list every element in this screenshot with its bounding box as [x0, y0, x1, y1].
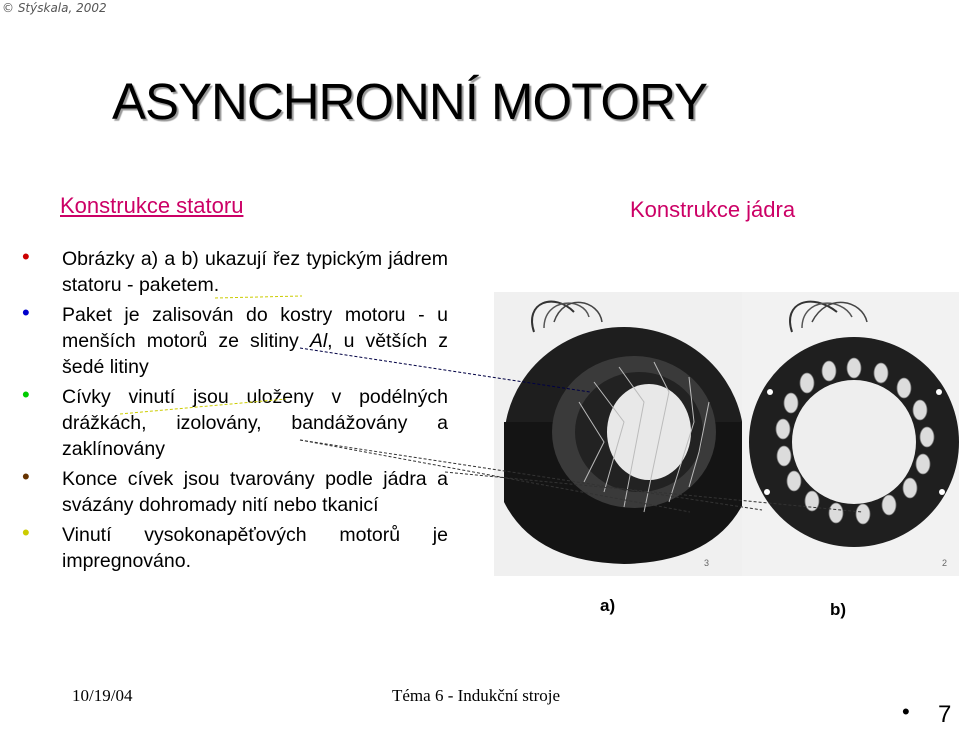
- bullet-dot-icon: •: [22, 520, 30, 545]
- bullet-dot-icon: •: [22, 382, 30, 407]
- page-number: 7: [938, 701, 952, 728]
- copyright-text: © Stýskala, 2002: [2, 1, 107, 15]
- bullet-text-italic: Al: [309, 330, 328, 352]
- bullet-text: Obrázky a) a b) ukazují řez typickým jádrem statoru - paketem.: [62, 248, 448, 296]
- bullet-text: , u větších z šedé litiny: [62, 330, 448, 378]
- bullet-list: [22, 246, 448, 578]
- bullet-text: Konce cívek jsou tvarovány podle jádra a svázány dohromady nití nebo tkanicí: [62, 468, 448, 516]
- bullet-item: [22, 384, 448, 462]
- bullet-text: Vinutí vysokonapěťových motorů je impregnováno.: [62, 524, 448, 572]
- footer-date: 10/19/04: [72, 686, 133, 705]
- bullet-item: [22, 466, 448, 518]
- stator-slots-image: [742, 292, 959, 576]
- stator-photo-b: [742, 292, 959, 576]
- footer-topic: Téma 6 - Indukční stroje: [392, 686, 561, 705]
- bullet-dot-icon: •: [22, 300, 30, 325]
- stator-photos: [466, 292, 959, 576]
- photo-label-a: a): [600, 596, 616, 615]
- bullet-item: [22, 246, 448, 298]
- svg-text:2: 2: [942, 558, 948, 568]
- slide-title: ASYNCHRONNÍ MOTORY: [112, 73, 708, 130]
- bullet-item: [22, 522, 448, 574]
- bullet-item: [22, 302, 448, 380]
- page-bullet-icon: •: [902, 699, 910, 724]
- bullet-dot-icon: •: [22, 244, 30, 269]
- stator-wound-image: [494, 292, 744, 576]
- bullet-dot-icon: •: [22, 464, 30, 489]
- core-heading: Konstrukce jádra: [630, 197, 796, 222]
- bullet-text: Cívky vinutí jsou uloženy v podélných drážkách, izolovány, bandážovány a zaklínovány: [62, 386, 448, 460]
- svg-text:3: 3: [704, 558, 710, 568]
- photo-label-b: b): [830, 600, 847, 619]
- stator-heading: Konstrukce statoru: [60, 193, 244, 218]
- stator-photo-a: [494, 292, 744, 576]
- bullet-text: Paket je zalisován do kostry motoru - u menších motorů ze slitiny: [62, 304, 448, 352]
